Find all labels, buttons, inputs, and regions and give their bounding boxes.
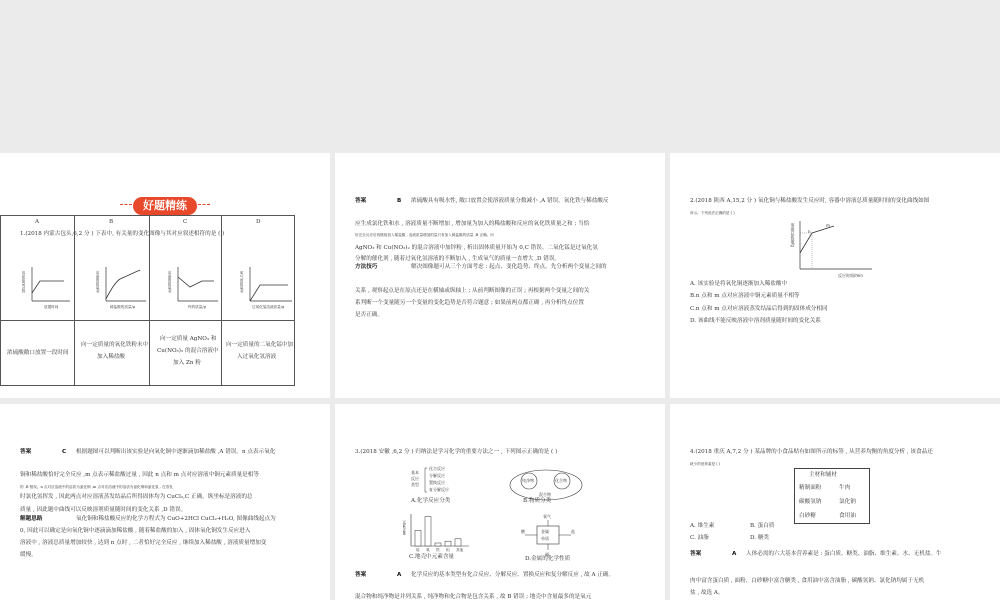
skill-line-1: 解决图像题可从三个方面考虑 : 起点、变化趋势、终点。先分析两个变量之间的 — [411, 264, 607, 270]
chart-category-label-1: 氧 — [426, 548, 430, 552]
diagram-d-bottom: 碱 — [545, 552, 549, 557]
section-badge: 好题精练 — [133, 197, 197, 215]
point-n-label: n — [808, 229, 811, 234]
graph-d — [232, 265, 294, 311]
badge-dash-left — [120, 204, 132, 205]
skill-line-2: 关系 , 观察起点是在原点还是在横轴或纵轴上 ; 从前判断图像的正误 ; 再根据两个变量之间的关 — [355, 288, 590, 294]
diagram-a-item-1: 化合反应 — [429, 466, 445, 471]
diagram-a-root-3: 类型 — [411, 482, 419, 487]
slide-question-2 — [670, 153, 1000, 398]
option-c: C.n 点和 m 点对应溶液蒸发结晶后得到的固体成分相同 — [690, 306, 828, 312]
graph-b — [88, 265, 148, 311]
idea-line-2: 0, 因此可以确定是向氧化铜中逐滴滴加稀盐酸 , 随着稀盐酸的加入 , 固体氧化铜发生反应进入 — [20, 528, 251, 534]
slide-answer-1 — [335, 153, 665, 398]
desc-c-line-3: 加入 Zn 粉 — [173, 360, 201, 366]
option-c: C. 油脂 — [690, 535, 709, 541]
graph-c — [160, 265, 220, 311]
caption-a: A.化学反应分类 — [411, 498, 451, 504]
food-label-row-1-a: 精制面粉 — [799, 485, 822, 491]
option-a: A. 维生素 — [690, 523, 715, 529]
diagram-d-metal-1: 金属 — [541, 529, 549, 534]
caption-c: C.地壳中元素含量 — [409, 554, 455, 560]
question-4-text-2: 缺少的营养素是 ( ) — [690, 462, 721, 466]
answer-table — [0, 215, 295, 386]
desc-d-line-1: 向一定质量的二氧化锰中加 — [226, 342, 294, 348]
food-label-row-3-a: 白砂糖 — [799, 513, 816, 519]
answer-label: 答案 — [20, 449, 32, 455]
chart-category-label-0: 硅 — [416, 548, 420, 552]
caption-b: B.物质分类 — [523, 498, 552, 504]
food-label-box — [794, 468, 870, 524]
idea-line-1: 氧化铜和稀盐酸反应的化学方程式为 CuO+2HCl CuCl₂+H₂O, 图像曲线起点为 — [76, 516, 276, 522]
explanation-line-5: 质量 , 因此题中曲线可以反映溶剂质量随时间的变化关系 ,D 错误。 — [20, 507, 187, 513]
option-d: D. 糖类 — [750, 535, 770, 541]
answer-letter: A — [732, 551, 737, 557]
diagram-a-item-3: 置换反应 — [429, 480, 445, 485]
graph-b-xlabel: 稀盐酸的质量/g — [110, 305, 136, 309]
skill-label: 方法技巧 — [355, 264, 378, 270]
option-b: B. 蛋白质 — [750, 523, 775, 529]
desc-b-line-1: 向一定质量的氧化铁粉末中 — [81, 342, 149, 348]
slide-good-questions — [0, 153, 330, 398]
skill-line-3: 系判断一个变量随另一个变量的变化趋势是否符合题意 ; 如果前两点都正确 , 再分析终点位置 — [355, 300, 584, 306]
option-d: D. 该曲线不能反映溶液中溶剂质量随时间的变化关系 — [690, 318, 821, 324]
chart-bar-0 — [415, 530, 421, 546]
column-label-a: A — [35, 219, 40, 225]
diagram-b-bottom: 混合物 — [539, 492, 551, 497]
chart-bar-3 — [445, 541, 451, 546]
chart-bar-1 — [425, 517, 431, 546]
graph-c-ylabel: 溶液的质量/g — [168, 271, 172, 293]
point-m-label: m — [826, 223, 830, 228]
diagram-a-item-4: 复分解反应 — [429, 487, 449, 492]
graph-a-ylabel: 溶质质量分数 — [22, 271, 26, 293]
explanation-line-1: 化学反应的基本类型有化合反应、分解反应、置换反应和复分解反应 , 故 A 正确。 — [411, 572, 615, 578]
food-label-row-2-a: 碳酸氢钠 — [799, 499, 822, 505]
question-2-text: 2.(2018 陕西 A,15,2 分 ) 氧化铜与稀盐酸发生反应时, 容器中溶液总质量随时间的变化曲线如图 — [690, 198, 930, 204]
graph-d-xlabel: 过氧化氢溶液质量/g — [252, 305, 285, 309]
diagram-d-metal-2: 单质 — [541, 536, 549, 541]
question-1-text: 1.(2018 内蒙古包头,6,2 分 ) 下表中, 有关量的变化图像与其对应叙述相符的是 ( ) — [20, 231, 225, 237]
explanation-line-3: 的 ,B 错误。n 点对应溶液中的溶质为氯化铜 ,m 点对应溶液中的溶质为氯化铜和氯化氢 , 在蒸发 — [20, 485, 173, 489]
slide-question-4 — [670, 404, 1000, 600]
diagram-a-item-2: 分解反应 — [429, 473, 445, 478]
graph-b-ylabel: 溶液的质量/g — [96, 271, 100, 293]
slide-question-3 — [335, 404, 665, 600]
diagram-d-right: 盐 — [571, 529, 575, 534]
desc-d-line-2: 入过氧化氢溶液 — [237, 354, 277, 360]
explanation-line-4: AgNO₃ 和 Cu(NO₃)₂ 的混合溶液中加锌粉 , 析出固体质量开始为 0,C 错误。二氧化锰是过氧化氢 — [355, 245, 598, 251]
chart-ylabel: 元素含量 — [403, 520, 408, 536]
explanation-line-4: 时氯化氢挥发 , 因此两点对应溶液蒸发结晶后所得固体均为 CuCl₂,C 正确。纵坐标是溶液的总 — [20, 494, 253, 500]
diagram-a-root-2: 反应 — [411, 476, 419, 481]
idea-label: 解题思路 — [20, 516, 43, 522]
option-a: A. 该实验是将氧化铜逐渐加入稀盐酸中 — [690, 281, 788, 287]
desc-c-line-2: Cu(NO₃)₂ 的混合溶液中 — [157, 348, 219, 354]
graph-c-xlabel: 锌的质量/g — [188, 305, 206, 309]
chart-category-label-3: 铝 — [446, 548, 450, 552]
mass-time-graph — [788, 217, 878, 279]
food-label-row-2-b: 氯化钠 — [839, 499, 856, 505]
explanation-line-5: 分解的催化剂 , 随着过氧化氢溶液的不断加入 , 生成氧气的质量一直增大 ,D 错误。 — [355, 256, 561, 262]
column-label-b: B — [109, 219, 114, 225]
diagram-d-top: 氧气 — [543, 514, 551, 519]
desc-a-line-1: 浓硫酸敞口放置一段时间 — [7, 350, 69, 356]
skill-line-4: 是否正确。 — [355, 312, 383, 318]
chart-bar-2 — [435, 543, 441, 546]
caption-d: D.金属的化学性质 — [525, 556, 571, 562]
explanation-line-2: 应生成氯化铁和水 , 溶液质量不断增加 , 增加量为加入的稀盐酸和反应的氧化铁质量之和 ; 当恰 — [355, 221, 590, 227]
idea-line-4: 缓慢。 — [20, 552, 37, 558]
desc-c-line-1: 向一定质量 AgNO₃ 和 — [160, 336, 217, 342]
answer-letter: A — [397, 572, 402, 578]
explanation-line-1: 人体必需的六大基本营养素是 : 蛋白质、糖类、油脂、维生素、水、无机盐。牛 — [746, 551, 942, 557]
desc-b-line-2: 加入稀盐酸 — [97, 354, 125, 360]
option-b: B.n 点和 m 点对应溶液中铜元素质量不相等 — [690, 293, 800, 299]
explanation-line-2: 铜和稀盐酸恰好完全反应 ,m 点表示稀盐酸过量 , 因此 n 点和 m 点对应溶液中铜元素质量是相等 — [20, 472, 259, 478]
food-label-row-3-b: 食用油 — [839, 513, 856, 519]
explanation-line-2: 肉中富含蛋白质 , 面粉、白砂糖中富含糖类 , 食用油中富含油脂 , 碳酸氢钠、氯化钠均属于无机 — [690, 578, 925, 584]
diagram-a-root-1: 基本 — [411, 470, 419, 475]
graph-a — [14, 265, 72, 311]
graph-d-ylabel: 氧气的质量/g — [240, 271, 244, 293]
graph-a-xlabel: 放置时间 — [44, 305, 59, 309]
explanation-line-1: 根据题图可以判断出该实验是向氧化铜中逐渐滴加稀盐酸 ,A 错误。n 点表示氧化 — [76, 449, 276, 455]
diagram-b-left: 纯净物 — [522, 478, 534, 483]
explanation-line-1: 浓硫酸具有吸水性, 敞口放置会使溶液质量分数减小 ,A 错误。氧化铁与稀盐酸反 — [411, 198, 609, 204]
explanation-line-3: 好完全反应后再继续加入稀盐酸 , 溶液质量增加的量只有加入稀盐酸的质量 ,B 正确。向 — [355, 233, 494, 237]
diagram-b-right: 化合物 — [555, 478, 567, 483]
column-label-c: C — [183, 219, 188, 225]
badge-dash-right — [198, 204, 210, 205]
diagram-c-crust-elements-chart — [403, 512, 471, 556]
answer-letter: C — [62, 449, 67, 455]
food-label-title: 主材和辅材 — [809, 472, 837, 478]
food-label-row-1-b: 牛肉 — [839, 485, 851, 491]
graph-xlabel: 反应时间/min — [838, 273, 863, 278]
column-label-d: D — [256, 219, 261, 225]
slide-answer-2 — [0, 404, 330, 600]
idea-line-3: 溶液中 , 溶液总质量增加较快 , 达到 n 点时 , 二者恰好完全反应 , 继续加入稀盐酸 , 溶液质量增加变 — [20, 540, 267, 546]
chart-category-label-4: 其他 — [456, 548, 464, 552]
answer-label: 答案 — [355, 198, 367, 204]
chart-bar-4 — [455, 539, 461, 546]
diagram-d-left: 酸 — [521, 529, 525, 534]
answer-label: 答案 — [355, 572, 367, 578]
diagram-d-metal-properties — [519, 512, 579, 558]
answer-label: 答案 — [690, 551, 702, 557]
question-4-text: 4.(2018 重庆 A,7,2 分 ) 某品牌的小食品贴有如图所示的标签 , 从营养均衡的角度分析 , 该食品还 — [690, 449, 933, 455]
explanation-line-3: 盐 , 故选 A。 — [690, 590, 724, 596]
explanation-line-2: 混合物和纯净物是并列关系 , 纯净物和化合物是包含关系 , 故 B 错误 ; 地壳中含量最多的是氧元 — [355, 594, 592, 600]
chart-category-label-2: 铁 — [436, 548, 440, 552]
answer-letter: B — [397, 198, 402, 204]
graph-ylabel: 溶液总质量/g — [790, 223, 796, 247]
question-3-text: 3.(2018 安徽 ,6,2 分 ) 归纳法是学习化学的重要方法之一 , 下列图示正确的是 ( ) — [355, 449, 558, 455]
question-2-text-2: 所示。下列说法正确的是 ( ) — [690, 211, 735, 215]
